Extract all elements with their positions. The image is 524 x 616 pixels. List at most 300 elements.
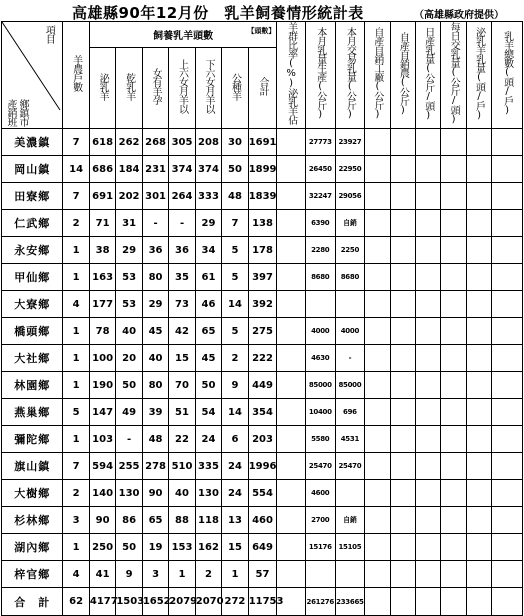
- herd-count-cell: 618: [89, 129, 115, 156]
- herd-count-cell: 4177: [89, 588, 115, 616]
- production-cell: 32247: [305, 183, 335, 210]
- herd-count-cell: 34: [195, 237, 221, 264]
- trade-cell: [335, 480, 365, 507]
- empty-cell: [416, 480, 441, 507]
- households-cell: 1: [63, 237, 89, 264]
- herd-count-cell: -: [142, 210, 168, 237]
- empty-cell: [466, 453, 491, 480]
- households-header: 羊農戶數: [63, 22, 89, 129]
- herd-count-cell: 203: [248, 426, 277, 453]
- herd-count-cell: 45: [142, 318, 168, 345]
- table-row: [2, 534, 523, 561]
- empty-cell: [492, 534, 523, 561]
- production-cell: 2280: [305, 237, 335, 264]
- ratio-cell: [277, 237, 306, 264]
- herd-count-cell: 65: [142, 507, 168, 534]
- prod-header: 本月乳量生產(公斤): [305, 22, 335, 129]
- herd-count-cell: 24: [222, 480, 248, 507]
- empty-cell: [390, 345, 415, 372]
- empty-cell: [390, 129, 415, 156]
- empty-cell: [492, 156, 523, 183]
- ratio-cell: [277, 507, 306, 534]
- table-row: [2, 426, 523, 453]
- empty-cell: [492, 291, 523, 318]
- herd-count-cell: 24: [195, 426, 221, 453]
- empty-cell: [441, 291, 466, 318]
- herd-count-cell: 15: [222, 534, 248, 561]
- production-cell: 8680: [305, 264, 335, 291]
- empty-cell: [492, 237, 523, 264]
- empty-cell: [416, 291, 441, 318]
- households-cell: 1: [63, 372, 89, 399]
- sub-header-pregnant: 女有羊孕: [142, 48, 168, 129]
- herd-count-cell: 35: [169, 264, 195, 291]
- herd-count-cell: 5: [222, 318, 248, 345]
- production-cell: 4600: [305, 480, 335, 507]
- herd-count-cell: 61: [195, 264, 221, 291]
- empty-cell: [492, 453, 523, 480]
- herd-count-cell: 7: [222, 210, 248, 237]
- empty-cell: [390, 588, 415, 616]
- herd-count-cell: -: [116, 426, 142, 453]
- herd-count-cell: 22: [169, 426, 195, 453]
- empty-cell: [365, 345, 390, 372]
- empty-cell: [466, 183, 491, 210]
- town-cell: 梓官鄉: [2, 561, 63, 588]
- corner-header: [2, 22, 63, 129]
- herd-count-cell: 5: [222, 264, 248, 291]
- ratio-cell: [277, 156, 306, 183]
- town-cell: 岡山鎮: [2, 156, 63, 183]
- herd-count-cell: 130: [116, 480, 142, 507]
- ratio-header: 羊群比率(%)泌乳羊佔: [277, 22, 306, 129]
- daily-prod-header: 日產乳量(公斤/頭): [416, 22, 441, 129]
- herd-count-cell: 50: [222, 156, 248, 183]
- herd-count-cell: 1839: [248, 183, 277, 210]
- production-cell: 26450: [305, 156, 335, 183]
- herd-count-cell: 178: [248, 237, 277, 264]
- herd-count-cell: 594: [89, 453, 115, 480]
- herd-count-cell: 29: [195, 210, 221, 237]
- production-cell: 10400: [305, 399, 335, 426]
- town-cell: 美濃鎮: [2, 129, 63, 156]
- empty-cell: [416, 318, 441, 345]
- herd-count-cell: 65: [195, 318, 221, 345]
- herd-count-cell: 39: [142, 399, 168, 426]
- empty-cell: [365, 210, 390, 237]
- empty-cell: [466, 561, 491, 588]
- empty-cell: [441, 156, 466, 183]
- empty-cell: [416, 237, 441, 264]
- production-cell: 4000: [305, 318, 335, 345]
- empty-cell: [416, 210, 441, 237]
- herd-count-cell: 335: [195, 453, 221, 480]
- herd-count-cell: 100: [89, 345, 115, 372]
- report-title: 高雄縣90年12月份 乳羊飼養情形統計表: [72, 4, 364, 22]
- herd-count-cell: 1652: [142, 588, 168, 616]
- empty-cell: [441, 588, 466, 616]
- herd-count-cell: 54: [195, 399, 221, 426]
- herd-count-cell: 275: [248, 318, 277, 345]
- empty-cell: [416, 561, 441, 588]
- ratio-cell: [277, 453, 306, 480]
- empty-cell: [441, 318, 466, 345]
- empty-cell: [416, 183, 441, 210]
- herd-count-cell: 70: [169, 372, 195, 399]
- empty-cell: [492, 129, 523, 156]
- herd-count-cell: 3: [142, 561, 168, 588]
- production-cell: 15176: [305, 534, 335, 561]
- empty-cell: [365, 291, 390, 318]
- herd-count-cell: 333: [195, 183, 221, 210]
- herd-count-cell: 50: [116, 372, 142, 399]
- herd-count-cell: 138: [248, 210, 277, 237]
- empty-cell: [466, 156, 491, 183]
- herd-count-cell: 24: [222, 453, 248, 480]
- empty-cell: [416, 345, 441, 372]
- trade-cell: [335, 291, 365, 318]
- herd-count-cell: 5: [222, 237, 248, 264]
- herd-count-cell: 49: [116, 399, 142, 426]
- herd-count-cell: 2079: [169, 588, 195, 616]
- town-cell: 甲仙鄉: [2, 264, 63, 291]
- trade-cell: 8680: [335, 264, 365, 291]
- herd-count-cell: 40: [116, 318, 142, 345]
- herd-count-cell: 691: [89, 183, 115, 210]
- herd-count-cell: 449: [248, 372, 277, 399]
- production-cell: [305, 561, 335, 588]
- empty-cell: [441, 372, 466, 399]
- herd-count-cell: 40: [142, 345, 168, 372]
- sub-header-lactating: 泌乳羊: [89, 48, 115, 129]
- empty-cell: [365, 264, 390, 291]
- households-cell: 7: [63, 183, 89, 210]
- herd-count-cell: 51: [169, 399, 195, 426]
- empty-cell: [365, 480, 390, 507]
- herd-count-cell: 374: [169, 156, 195, 183]
- table-row: [2, 372, 523, 399]
- herd-count-cell: 1899: [248, 156, 277, 183]
- herd-count-cell: 153: [169, 534, 195, 561]
- herd-count-cell: 29: [142, 291, 168, 318]
- table-row: [2, 507, 523, 534]
- trade-cell: -: [335, 345, 365, 372]
- trade-cell: 2250: [335, 237, 365, 264]
- sub-header-under-6m: 下六女月羊以: [195, 48, 221, 129]
- empty-cell: [416, 588, 441, 616]
- empty-cell: [492, 210, 523, 237]
- herd-count-cell: 48: [222, 183, 248, 210]
- ratio-cell: [277, 210, 306, 237]
- herd-count-cell: 86: [116, 507, 142, 534]
- table-row: [2, 588, 523, 616]
- empty-cell: [492, 426, 523, 453]
- empty-cell: [441, 210, 466, 237]
- empty-cell: [441, 507, 466, 534]
- town-cell: 大樹鄉: [2, 480, 63, 507]
- herd-count-cell: 50: [116, 534, 142, 561]
- households-cell: 1: [63, 426, 89, 453]
- production-cell: 5580: [305, 426, 335, 453]
- production-cell: 85000: [305, 372, 335, 399]
- empty-cell: [492, 588, 523, 616]
- households-cell: 2: [63, 480, 89, 507]
- empty-cell: [365, 399, 390, 426]
- empty-cell: [466, 264, 491, 291]
- corner-item-label: 項目: [43, 25, 55, 43]
- production-cell: 261276: [305, 588, 335, 616]
- ratio-cell: [277, 399, 306, 426]
- empty-cell: [365, 453, 390, 480]
- town-cell: 合 計: [2, 588, 63, 616]
- households-cell: 1: [63, 318, 89, 345]
- herd-group-label: 飼養乳羊頭數: [153, 31, 214, 43]
- herd-count-cell: 14: [222, 399, 248, 426]
- herd-count-cell: 278: [142, 453, 168, 480]
- production-cell: 6390: [305, 210, 335, 237]
- empty-cell: [441, 453, 466, 480]
- empty-cell: [492, 507, 523, 534]
- herd-count-cell: 460: [248, 507, 277, 534]
- empty-cell: [365, 588, 390, 616]
- total-herd-header: 乳羊總數(頭/戶): [492, 22, 523, 129]
- production-cell: 2700: [305, 507, 335, 534]
- herd-count-cell: 2: [195, 561, 221, 588]
- ratio-cell: [277, 480, 306, 507]
- herd-count-cell: 9: [116, 561, 142, 588]
- empty-cell: [416, 534, 441, 561]
- trade-cell: 4000: [335, 318, 365, 345]
- herd-count-cell: 71: [89, 210, 115, 237]
- herd-count-cell: 397: [248, 264, 277, 291]
- empty-cell: [365, 426, 390, 453]
- corner-region-labels: [5, 99, 28, 126]
- per-doe-header: 泌乳羊乳量(頭/戶): [466, 22, 491, 129]
- ratio-cell: [277, 561, 306, 588]
- herd-count-cell: 103: [89, 426, 115, 453]
- production-cell: 4630: [305, 345, 335, 372]
- empty-cell: [416, 399, 441, 426]
- trade-cell: 4531: [335, 426, 365, 453]
- herd-count-cell: 272: [222, 588, 248, 616]
- empty-cell: [492, 372, 523, 399]
- households-cell: 1: [63, 534, 89, 561]
- self-farm-header: 自產自銷農(公斤): [390, 22, 415, 129]
- herd-count-cell: 231: [142, 156, 168, 183]
- town-cell: 大寮鄉: [2, 291, 63, 318]
- herd-count-cell: 374: [195, 156, 221, 183]
- ratio-cell: [277, 318, 306, 345]
- households-cell: 4: [63, 561, 89, 588]
- herd-count-cell: 163: [89, 264, 115, 291]
- households-cell: 7: [63, 453, 89, 480]
- empty-cell: [466, 318, 491, 345]
- herd-count-cell: 19: [142, 534, 168, 561]
- table-body: [2, 129, 523, 616]
- empty-cell: [466, 345, 491, 372]
- table-row: [2, 129, 523, 156]
- empty-cell: [390, 399, 415, 426]
- town-cell: 永安鄉: [2, 237, 63, 264]
- households-cell: 1: [63, 264, 89, 291]
- table-row: [2, 210, 523, 237]
- herd-count-cell: 1691: [248, 129, 277, 156]
- empty-cell: [416, 372, 441, 399]
- table-row: [2, 183, 523, 210]
- daily-trade-header: 每日交乳量(公斤/頭): [441, 22, 466, 129]
- herd-count-cell: 301: [142, 183, 168, 210]
- empty-cell: [441, 345, 466, 372]
- table-row: [2, 399, 523, 426]
- production-cell: [305, 291, 335, 318]
- table-row: [2, 264, 523, 291]
- empty-cell: [441, 237, 466, 264]
- empty-cell: [390, 534, 415, 561]
- empty-cell: [390, 372, 415, 399]
- town-cell: 旗山鎮: [2, 453, 63, 480]
- herd-count-cell: 46: [195, 291, 221, 318]
- corner-town-label: 鄉鎮市: [17, 99, 28, 126]
- empty-cell: [390, 426, 415, 453]
- town-cell: 田寮鄉: [2, 183, 63, 210]
- herd-count-cell: 264: [169, 183, 195, 210]
- households-cell: 7: [63, 129, 89, 156]
- trade-cell: 85000: [335, 372, 365, 399]
- empty-cell: [441, 480, 466, 507]
- empty-cell: [492, 318, 523, 345]
- empty-cell: [365, 534, 390, 561]
- corner-side-label: 產銷班: [5, 99, 16, 126]
- empty-cell: [466, 372, 491, 399]
- herd-count-cell: 649: [248, 534, 277, 561]
- herd-count-cell: 1: [169, 561, 195, 588]
- trade-cell: 233665: [335, 588, 365, 616]
- herd-count-cell: 53: [116, 264, 142, 291]
- empty-cell: [390, 156, 415, 183]
- trade-cell: 23927: [335, 129, 365, 156]
- empty-cell: [390, 183, 415, 210]
- empty-cell: [416, 129, 441, 156]
- herd-count-cell: 1503: [116, 588, 142, 616]
- ratio-cell: [277, 291, 306, 318]
- empty-cell: [365, 561, 390, 588]
- trade-cell: 自銷: [335, 210, 365, 237]
- herd-count-cell: 15: [169, 345, 195, 372]
- herd-count-cell: 255: [116, 453, 142, 480]
- ratio-cell: [277, 426, 306, 453]
- sub-header-dry: 乾乳羊: [116, 48, 142, 129]
- empty-cell: [441, 399, 466, 426]
- herd-count-cell: 1: [222, 561, 248, 588]
- sub-header-over-6m: 上六女月羊以: [169, 48, 195, 129]
- town-cell: 大社鄉: [2, 345, 63, 372]
- town-cell: 杉林鄉: [2, 507, 63, 534]
- trade-cell: [335, 561, 365, 588]
- herd-count-cell: 48: [142, 426, 168, 453]
- herd-count-cell: 80: [142, 264, 168, 291]
- trade-cell: 696: [335, 399, 365, 426]
- herd-count-cell: 38: [89, 237, 115, 264]
- herd-count-cell: 354: [248, 399, 277, 426]
- empty-cell: [416, 507, 441, 534]
- herd-count-cell: 90: [142, 480, 168, 507]
- herd-group-unit: 【頭數】: [247, 27, 276, 35]
- herd-count-cell: 14: [222, 291, 248, 318]
- town-cell: 湖內鄉: [2, 534, 63, 561]
- trade-header: 本月交易乳量(公斤): [335, 22, 365, 129]
- empty-cell: [466, 507, 491, 534]
- table-row: [2, 345, 523, 372]
- empty-cell: [441, 534, 466, 561]
- empty-cell: [466, 237, 491, 264]
- empty-cell: [466, 426, 491, 453]
- herd-count-cell: 29: [116, 237, 142, 264]
- empty-cell: [441, 183, 466, 210]
- empty-cell: [492, 480, 523, 507]
- empty-cell: [365, 318, 390, 345]
- empty-cell: [441, 426, 466, 453]
- production-cell: 27773: [305, 129, 335, 156]
- empty-cell: [390, 210, 415, 237]
- herd-count-cell: 11753: [248, 588, 277, 616]
- herd-count-cell: 40: [169, 480, 195, 507]
- empty-cell: [492, 183, 523, 210]
- herd-count-cell: 50: [195, 372, 221, 399]
- empty-cell: [390, 480, 415, 507]
- empty-cell: [416, 426, 441, 453]
- herd-count-cell: 686: [89, 156, 115, 183]
- table-row: [2, 291, 523, 318]
- herd-count-cell: 147: [89, 399, 115, 426]
- trade-cell: 29056: [335, 183, 365, 210]
- herd-count-cell: 177: [89, 291, 115, 318]
- empty-cell: [365, 507, 390, 534]
- empty-cell: [466, 291, 491, 318]
- herd-count-cell: 78: [89, 318, 115, 345]
- herd-count-cell: 31: [116, 210, 142, 237]
- herd-count-cell: 162: [195, 534, 221, 561]
- table-row: [2, 453, 523, 480]
- table-row: [2, 561, 523, 588]
- empty-cell: [492, 399, 523, 426]
- herd-count-cell: 118: [195, 507, 221, 534]
- table-row: [2, 318, 523, 345]
- herd-count-cell: 6: [222, 426, 248, 453]
- trade-cell: 15105: [335, 534, 365, 561]
- town-cell: 彌陀鄉: [2, 426, 63, 453]
- self-factory-header: 自產自銷工廠(公斤): [365, 22, 390, 129]
- herd-count-cell: 90: [89, 507, 115, 534]
- empty-cell: [492, 345, 523, 372]
- empty-cell: [365, 129, 390, 156]
- herd-count-cell: 53: [116, 291, 142, 318]
- empty-cell: [441, 129, 466, 156]
- town-cell: 仁武鄉: [2, 210, 63, 237]
- town-cell: 燕巢鄉: [2, 399, 63, 426]
- table-row: [2, 237, 523, 264]
- herd-count-cell: 202: [116, 183, 142, 210]
- herd-count-cell: 208: [195, 129, 221, 156]
- empty-cell: [466, 210, 491, 237]
- empty-cell: [390, 237, 415, 264]
- households-cell: 1: [63, 345, 89, 372]
- ratio-cell: [277, 534, 306, 561]
- herd-count-cell: 36: [142, 237, 168, 264]
- herd-count-cell: 13: [222, 507, 248, 534]
- herd-count-cell: 30: [222, 129, 248, 156]
- empty-cell: [416, 156, 441, 183]
- herd-count-cell: 184: [116, 156, 142, 183]
